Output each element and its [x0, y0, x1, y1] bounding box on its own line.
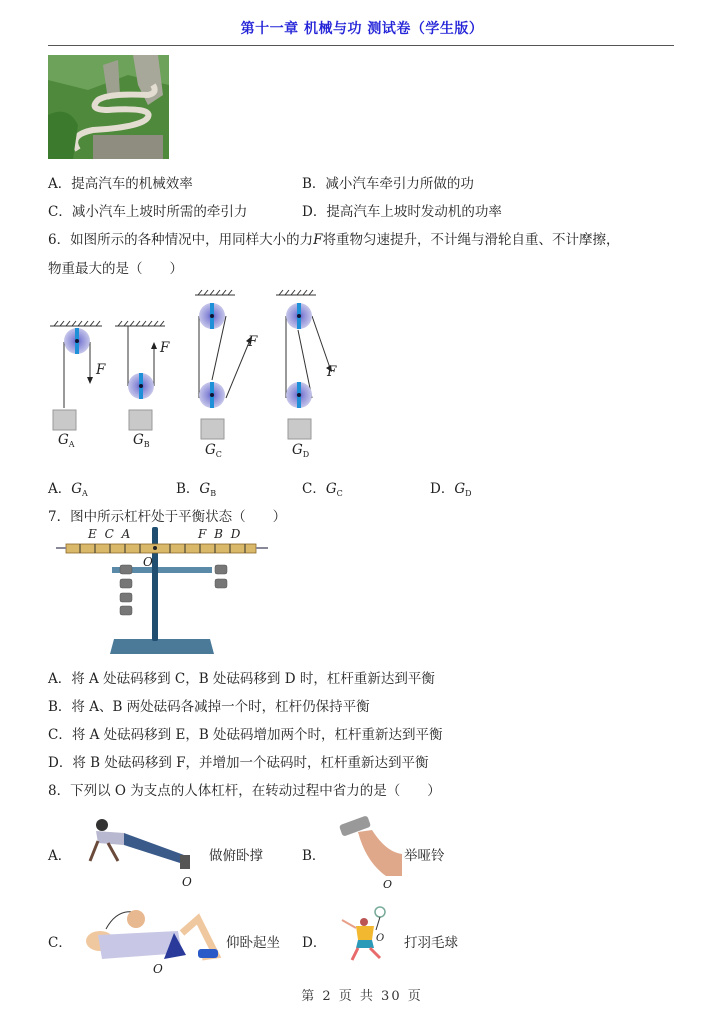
weight-label-a: $G_A$ — [58, 432, 75, 449]
q7-stem: 7．图中所示杠杆处于平衡状态（ ） — [48, 509, 287, 525]
force-label-b: F — [160, 340, 170, 356]
force-label-a: F — [96, 362, 106, 378]
weight-label-c: $G_C$ — [205, 442, 222, 459]
pivot-label-c: O — [153, 962, 163, 976]
q6-option-a: A．$G_A$ — [48, 481, 88, 498]
option-text: 提高汽车上坡时发动机的功率 — [326, 204, 502, 220]
q6-option-b: B．$G_B$ — [176, 481, 217, 498]
pivot-label-b: O — [383, 878, 393, 891]
q8-option-c-text: 仰卧起坐 — [226, 935, 280, 951]
option-key: A． — [48, 176, 72, 192]
dumbbell-arm-image — [336, 812, 406, 882]
force-symbol: F — [313, 232, 323, 248]
weight-label-d: $G_D$ — [292, 442, 310, 459]
situp-image — [78, 905, 223, 965]
badminton-player-image — [340, 902, 400, 972]
mountain-road-image — [48, 55, 169, 159]
q6-stem-line2: 物重最大的是（ ） — [48, 261, 183, 277]
q8-option-d-text: 打羽毛球 — [404, 935, 458, 951]
q5-option-d — [302, 200, 502, 220]
q5-option-a — [48, 172, 193, 192]
q8-option-a-text: 做俯卧撑 — [209, 848, 263, 864]
pushup-image — [84, 815, 204, 875]
option-key: C． — [48, 204, 72, 220]
option-text: 减小汽车牵引力所做的功 — [325, 176, 474, 192]
option-key: D． — [302, 204, 327, 220]
option-text: 提高汽车的机械效率 — [71, 176, 193, 192]
stem-text: 将重物匀速提升，不计绳与滑轮自重、不计摩擦， — [322, 232, 620, 248]
lever-right-points: F B D — [198, 527, 243, 541]
q7-option-c: C．将 A 处砝码移到 E，B 处砝码增加两个时，杠杆重新达到平衡 — [48, 727, 443, 743]
q8-stem: 8．下列以 O 为支点的人体杠杆，在转动过程中省力的是（ ） — [48, 783, 441, 799]
pivot-label-a: O — [182, 875, 192, 889]
q7-option-d: D．将 B 处砝码移到 F，并增加一个砝码时，杠杆重新达到平衡 — [48, 755, 429, 771]
q8-option-a-key: A． — [48, 848, 72, 864]
option-key: B． — [302, 176, 326, 192]
pivot-label: O — [143, 555, 153, 569]
force-label-c: F — [248, 334, 258, 350]
pivot-label-d: O — [376, 933, 385, 944]
weight-label-b: $G_B$ — [133, 432, 150, 449]
q5-option-c — [48, 200, 247, 220]
q6-option-d: D．$G_D$ — [430, 481, 472, 498]
page-header-title: 第十一章 机械与功 测试卷（学生版） — [240, 21, 484, 37]
q8-option-b-key: B． — [302, 848, 326, 864]
q8-option-b-text: 举哑铃 — [404, 848, 445, 864]
q5-option-b — [302, 172, 474, 192]
q8-option-d-key: D． — [302, 935, 327, 951]
lever-left-points: E C A — [88, 527, 133, 541]
q7-option-b: B．将 A、B 两处砝码各减掉一个时，杠杆仍保持平衡 — [48, 699, 370, 715]
q6-option-c: C．$G_C$ — [302, 481, 343, 498]
page-footer: 第 2 页 共 30 页 — [301, 989, 423, 1004]
force-label-d: F — [327, 364, 337, 380]
pulley-systems-figure — [40, 280, 370, 470]
option-text: 减小汽车上坡时所需的牵引力 — [71, 204, 248, 220]
header-divider — [48, 45, 674, 46]
q6-stem-line1 — [48, 228, 619, 248]
q8-option-c-key: C． — [48, 935, 72, 951]
q7-option-a: A．将 A 处砝码移到 C，B 处砝码移到 D 时，杠杆重新达到平衡 — [48, 671, 435, 687]
lever-balance-figure — [48, 527, 273, 657]
stem-text: 6．如图所示的各种情况中，用同样大小的力 — [48, 232, 314, 248]
